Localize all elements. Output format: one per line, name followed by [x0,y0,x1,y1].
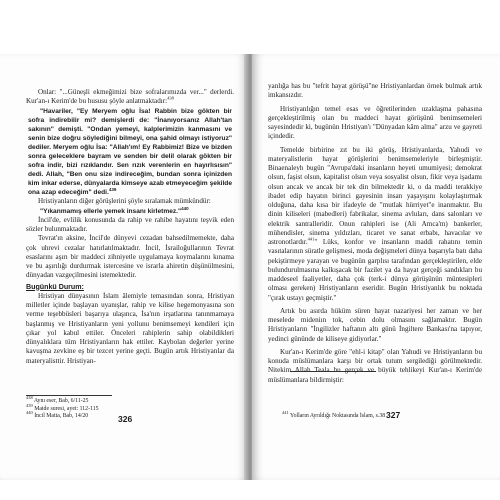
body-paragraph [26,292,234,366]
footnote-number: 441 [282,410,289,416]
paragraph-text: Artık bu asırda hüküm süren hayat nazariyesi her zaman ve her meselede mideniın tok, cebin dolu olmasını sağlamaktır. Bugün Hristiyanların "İngilizler haftanın altı günü İngiltere Bankası'na tapıyor, yedinci gününde de kiliseye gidiyorlar." [268,306,482,343]
paragraph-text: Hristiyanlığın temel esas ve öğretilerinden uzaklaşma pahasına gerçekleştirilmiş olan bu maddeci hayat görüşünü benimsemeleri sayesindedir ki, bugünün Hristiyan'ı "Dünyadan kâm alma" arzu ve gayreti içindedir. [268,104,482,141]
paragraph-text: "Havariler, "Ey Meryem oğlu İsa! Rabbin bize gökten bir sofra indirebilir mi? demişlerdi de: "İnanıyorsanız Allah'tan sakının" demişti. "Ondan yemeyi, kalplerimizin kanmasını ve senin bize doğru söylediğini bilmeyi, ona şahid olmayı istiyoruz" dediler. Meryem oğlu İsa: "Allah'ım! Ey Rabbimiz! Bize ve bizden sonra geleceklere bayram ve senden bir delil olarak gökten bir sofra indir, bizi rızıklandır. Sen rızık verenlerin en hayırlısısın" dedi. Allah, "Ben onu size indireceğim, bundan sonra içinizden kim inkar ederse, dünyalarda kimseye azab etmeyeceğim şekilde ona azap edeceğim" dedi. [28,107,232,197]
left-footnotes [26,395,166,421]
paragraph-text: "Yıkanmamış ellerle yemek insanı kirletmez." [40,207,182,215]
footnote [282,410,482,421]
paragraph-text: Bugünkü Durum: [26,282,84,291]
paragraph-text: Hristiyan dünyasının İslam âlemiyle temasından sonra, Hristiyan milletler içinde başlayan uyanışlar, rahip ve kilise hegemonyasına son verme teşebbüsleri başarıya ulaşınca, İsa'nın irşatlarına tanınmamaya başlanmış ve Hristiyanların yeni yollunu benimsemeyi kendileri için çıkar yol kabul ettiler. Önceleri rahiplerin sahip olabildikleri dünyalıklara tüm Hristiyanların hak ettiler. Kaybolan değerler yerine kavuşma zevkine eş bir tezcet yerine geçti. Bugün artık Hristiyanlar da materyalisttir. Hristiyan- [26,291,234,365]
left-page-body [26,88,234,366]
paragraph-text: Hristiyanların diğer görüşlerini şöyle sıralamak mümkündür: [38,197,211,206]
footnote [26,395,166,406]
footnote-text: Yolların Ayrıldığı Noktasında İslam, s.38 [289,413,386,419]
footnote [26,410,166,421]
footnote-divider [290,371,376,372]
footnote-divider [26,395,112,396]
footnote-text: İncil Matta, Bab, 14/20 [34,413,89,420]
body-paragraph [268,105,482,142]
left-page [0,54,248,480]
right-page [252,54,500,480]
footnote-marker: 439 [108,187,117,193]
body-paragraph [26,216,234,235]
paragraph-text: Tevrat'ın aksine, İncil'de dünyevi cezadan bahsedilmemekte, daha çok uhrevi cezalar hatırlatılmaktadır. İncil, İsrailoğullarının Tevrat esaslarını aşırı bir maddeci zihniyetle uygulamaya koymalarını kınama ve bu aşırılığı durdurmak istercesine ve israrla ahiretin düşünülmesini, dünyadan vazgeçilmesini istemektedir. [26,234,234,280]
paragraph-text: Kur'an-ı Kerim'de göre "ehl-i kitap" olan Yahudi ve Hristiyanların bu konuda müslümanlara karşı bir ortak tutum sergilediği görülmektedir. Nitekim Allah Teala bu gerçek ve büyük tehlikeyi Kur'an-ı Kerim'de müslümanlara bildirmiştir: [268,347,482,384]
body-paragraph [26,197,234,206]
paragraph-text: Temelde birbirine zıt bu iki görüş, Hristiyanlarda, Yahudi ve materyalistlerin hayat görüşlerini benimsemeleriyle birleşmiştir. Binaenaleyh bugün "Avrupa'daki insanların heyeti umumiyesi; demokrat olsun, faşist olsun, kapitalist olsun veya sosyalist olsun, fikir veya işadamı olsun ancak ve ancak bir tek din bilmektedir ki, o da maddi terakkiye ibadet edip hayatın birinci gayesinin insan yaşayışını kolaylaştırmak olduğuna, daha kısa bir ifadeyle de "mutlak hürriyet"e inanmaktır. Bu dinin kiliseleri (mabedleri) fabrikalar, sinema avluları, dans salonları ve elektrik santralleridir. Onun rahipleri ise (Ali Amca'm) bankerler, mühendisler, sinema yıldızları, ticaret ve sanat erbabı, havacılar ve astronotlardır. [268,145,482,246]
paragraph-text: İncil'de, evlilik konusunda da rahip ve rahibe hayatını teşvik eden sözler bulunmaktadır. [26,215,234,234]
page-number: 326 [118,414,133,424]
paragraph-text: Onlar: "...Güneşli ekmeğimizi bize sofralarımızda ver..." derlerdi. Kur'an-ı Kerim'de bu hususu şöyle anlatmaktadır: [26,88,234,106]
quoted-passage [28,207,232,216]
body-paragraph [268,307,482,344]
footnote-text: Maide suresi, ayet: 112-115 [34,405,99,412]
page-number: 327 [386,410,401,420]
footnote-marker: 441 [307,236,315,242]
body-paragraph [268,82,482,101]
paragraph-text-continued: " Lüks, konfor ve insanların maddi rahatını temin vasıtalarının süratle gelişmesi, moda değişmeleri dünya başarıyla batı daha pekiştirmeye yarayan ve bugünün garplısı tarafından gerçekleştirilen, elde bulundurulmasına kalkışacak bir fazilet ya da hayat gerçeği sandıkları bu maddeseel faaliyetler, daha çok (terk-i dünya görüşünün müntesipleri olması gereken) Hristiyanların eseridir. Bugün Hristiyanlık bu noktada "çırak ustayı geçmiştir." [268,238,482,302]
footnote-number: 440 [26,410,33,416]
footnote-number: 438 [26,395,33,401]
paragraph-text: yanlığa has bu "tefrit hayat görüşü"ne Hristiyanlardan örnek bulmak artık imkansızdır. [268,82,482,100]
footnote-marker: 438 [167,95,174,101]
quoted-passage [28,107,232,198]
footnote-marker: 440 [181,205,189,211]
section-heading [26,283,234,292]
body-paragraph [268,146,482,303]
body-paragraph [26,234,234,280]
footnote-text: Aynı eser, Bab, 6/11-25 [33,398,89,404]
right-footnotes [282,410,482,421]
footnote-number: 439 [26,402,33,408]
body-paragraph [268,348,482,385]
body-paragraph [26,88,234,107]
open-book [0,54,500,480]
right-page-body [268,82,482,385]
